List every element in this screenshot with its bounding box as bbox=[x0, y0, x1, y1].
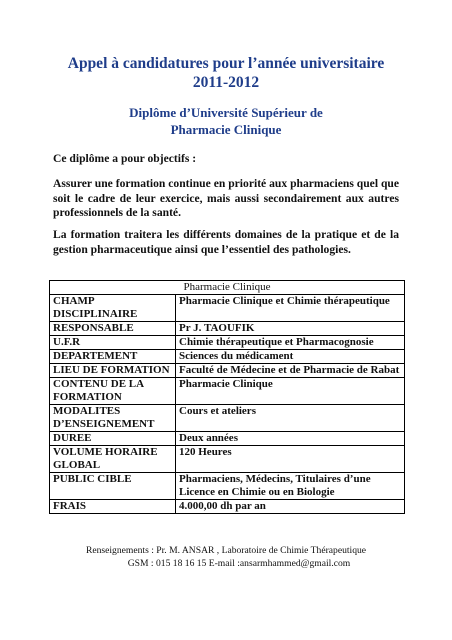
row-key: DUREE bbox=[50, 432, 176, 446]
table-row bbox=[50, 500, 405, 514]
contact-line: Renseignements : Pr. M. ANSAR , Laboratoire de Chimie Thérapeutique bbox=[85, 545, 367, 556]
row-value: Pharmacie Clinique et Chimie thérapeutique bbox=[176, 295, 405, 322]
subtitle-line-2: Pharmacie Clinique bbox=[170, 121, 282, 137]
row-value: Pharmacie Clinique bbox=[176, 378, 405, 405]
row-value: Pr J. TAOUFIK bbox=[176, 322, 405, 336]
row-key: MODALITES D’ENSEIGNEMENT bbox=[50, 405, 176, 432]
objectives-paragraph: Assurer une formation continue en priorité aux pharmaciens quel que soit le cadre de leur exercice, mais aussi secondairement aux autres professionnels de la santé. bbox=[53, 177, 399, 220]
row-key: PUBLIC CIBLE bbox=[50, 473, 176, 500]
phone-email-line: GSM : 015 18 16 15 E-mail :ansarmhammed@gmail.com bbox=[127, 557, 351, 569]
contact-footer bbox=[0, 545, 452, 570]
diploma-subtitle bbox=[0, 105, 452, 138]
row-value: Pharmaciens, Médecins, Titulaires d’une Licence en Chimie ou en Biologie bbox=[176, 473, 405, 500]
row-value: 120 Heures bbox=[176, 446, 405, 473]
table-row bbox=[50, 473, 405, 500]
table-header: Pharmacie Clinique bbox=[50, 281, 405, 295]
table-row bbox=[50, 364, 405, 378]
table-header-row bbox=[50, 281, 405, 295]
table-row bbox=[50, 446, 405, 473]
table-row bbox=[50, 405, 405, 432]
table-row bbox=[50, 336, 405, 350]
row-value: Chimie thérapeutique et Pharmacognosie bbox=[176, 336, 405, 350]
row-key: DEPARTEMENT bbox=[50, 350, 176, 364]
table-row bbox=[50, 322, 405, 336]
row-value: Sciences du médicament bbox=[176, 350, 405, 364]
row-value: Cours et ateliers bbox=[176, 405, 405, 432]
row-key: CONTENU DE LA FORMATION bbox=[50, 378, 176, 405]
page-title bbox=[0, 54, 452, 92]
training-paragraph: La formation traitera les différents domaines de la pratique et de la gestion pharmaceutique ainsi que l’essentiel des pathologies. bbox=[53, 228, 399, 256]
row-value: Faculté de Médecine et de Pharmacie de Rabat bbox=[176, 364, 405, 378]
table-row bbox=[50, 295, 405, 322]
row-value: 4.000,00 dh par an bbox=[176, 500, 405, 514]
row-key: VOLUME HORAIRE GLOBAL bbox=[50, 446, 176, 473]
objectives-heading: Ce diplôme a pour objectifs : bbox=[53, 152, 197, 165]
row-key: RESPONSABLE bbox=[50, 322, 176, 336]
title-line-1: Appel à candidatures pour l’année universitaire bbox=[67, 55, 385, 72]
subtitle-line-1: Diplôme d’Université Supérieur de bbox=[129, 105, 323, 120]
table-row bbox=[50, 350, 405, 364]
row-key: CHAMP DISCIPLINAIRE bbox=[50, 295, 176, 322]
row-key: FRAIS bbox=[50, 500, 176, 514]
title-line-2: 2011-2012 bbox=[192, 74, 260, 91]
program-info-table bbox=[49, 280, 405, 514]
row-key: U.F.R bbox=[50, 336, 176, 350]
table-row bbox=[50, 432, 405, 446]
row-value: Deux années bbox=[176, 432, 405, 446]
table-row bbox=[50, 378, 405, 405]
row-key: LIEU DE FORMATION bbox=[50, 364, 176, 378]
